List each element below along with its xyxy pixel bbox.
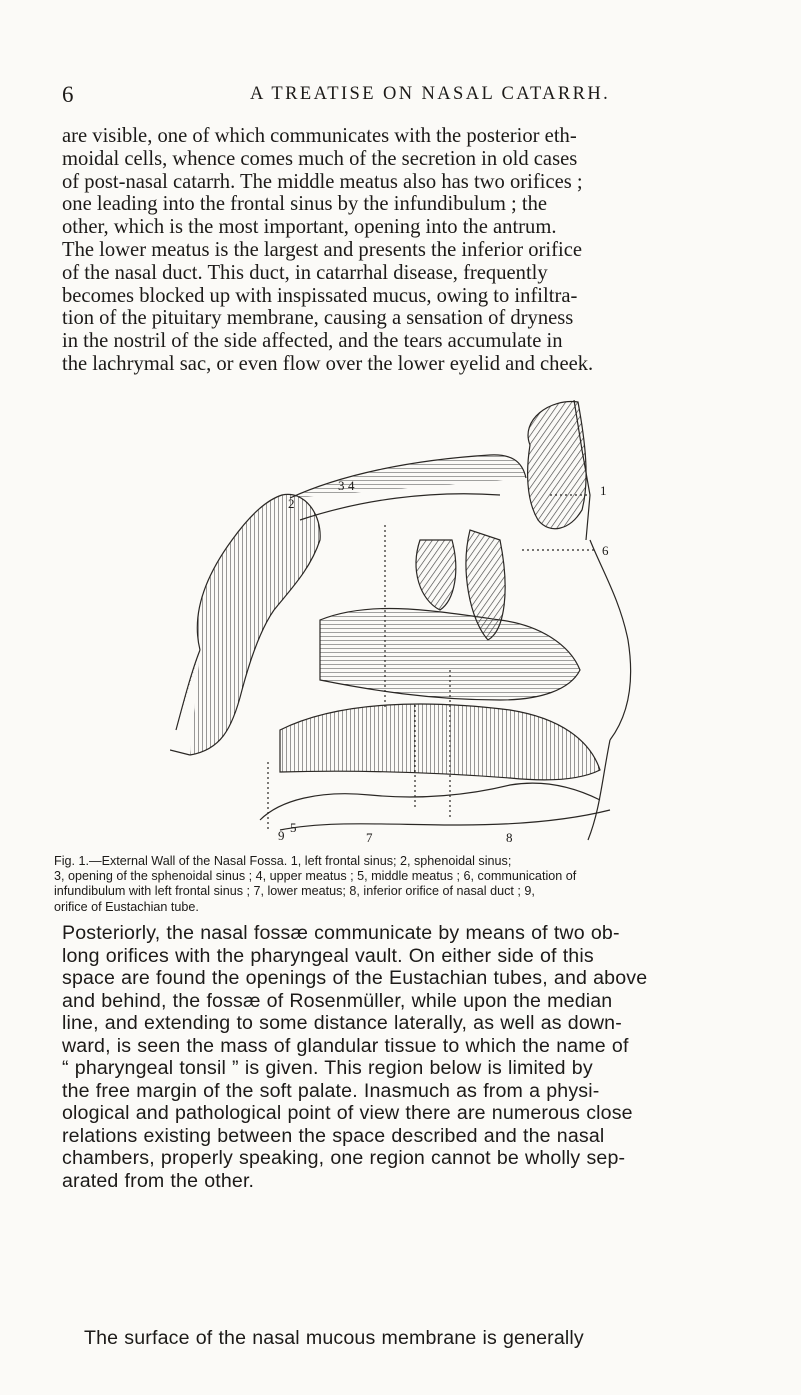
text-line: The lower meatus is the largest and presents the inferior orifice [62,238,583,261]
text-line: one leading into the frontal sinus by the infundibulum ; the [62,193,548,216]
text-line: The surface of the nasal mucous membrane is generally [84,1327,584,1349]
figure-label: 7 [366,830,373,845]
text-line: tion of the pituitary membrane, causing a sensation of dryness [62,307,574,330]
paragraph-3 [62,1327,767,1350]
figure-label: 2 [288,496,295,511]
text-line: and behind, the fossæ of Rosenmüller, while upon the median [62,989,613,1012]
caption-line: infundibulum with left frontal sinus ; 7, lower meatus; 8, inferior orifice of nasal duct ; 9, [54,884,535,899]
text-line: relations existing between the space described and the nasal [62,1124,605,1147]
figure-label: 6 [602,543,609,558]
text-line: ward, is seen the mass of glandular tissue to which the name of [62,1034,629,1057]
figure-label: 8 [506,830,513,845]
caption-line: 3, opening of the sphenoidal sinus ; 4, upper meatus ; 5, middle meatus ; 6, communication of [54,869,577,884]
text-line: of post-nasal catarrh. The middle meatus also has two orifices ; [62,170,583,193]
figure-label: 4 [348,478,355,493]
text-line: the free margin of the soft palate. Inasmuch as from a physi- [62,1079,600,1102]
text-line: other, which is the most important, opening into the antrum. [62,216,557,239]
figure-label: 3 [338,478,345,493]
text-line: line, and extending to some distance laterally, as well as down- [62,1012,622,1035]
nasal-fossa-illustration [170,400,640,845]
caption-line: orifice of Eustachian tube. [54,899,199,914]
figure-label: 1 [600,483,607,498]
text-line: chambers, properly speaking, one region cannot be wholly sep- [62,1147,626,1170]
text-line: long orifices with the pharyngeal vault. On either side of this [62,944,594,967]
paragraph-1 [62,125,767,376]
figure-label: 5 [290,820,297,835]
text-line: are visible, one of which communicates with the posterior eth- [62,125,577,147]
text-line: Posteriorly, the nasal fossæ communicate by means of two ob- [62,922,620,944]
text-line: moidal cells, whence comes much of the secretion in old cases [62,147,578,170]
text-line: of the nasal duct. This duct, in catarrhal disease, frequently [62,261,548,284]
paragraph-2 [62,922,767,1193]
text-line: arated from the other. [62,1170,255,1193]
figure-label: 9 [278,828,285,843]
text-line: the lachrymal sac, or even flow over the lower eyelid and cheek. [62,352,594,375]
running-title: A TREATISE ON NASAL CATARRH. [250,84,611,104]
text-line: ological and pathological point of view there are numerous close [62,1102,633,1125]
text-line: in the nostril of the side affected, and the tears accumulate in [62,330,563,353]
running-header [62,82,752,108]
page-number: 6 [62,82,74,107]
caption-line: Fig. 1.—External Wall of the Nasal Fossa. 1, left frontal sinus; 2, sphenoidal sinus; [54,854,512,868]
text-line: becomes blocked up with inspissated mucus, owing to infiltra- [62,284,578,307]
text-line: space are found the openings of the Eustachian tubes, and above [62,967,648,990]
figure-caption [54,854,766,915]
text-line: “ pharyngeal tonsil ” is given. This region below is limited by [62,1057,593,1080]
